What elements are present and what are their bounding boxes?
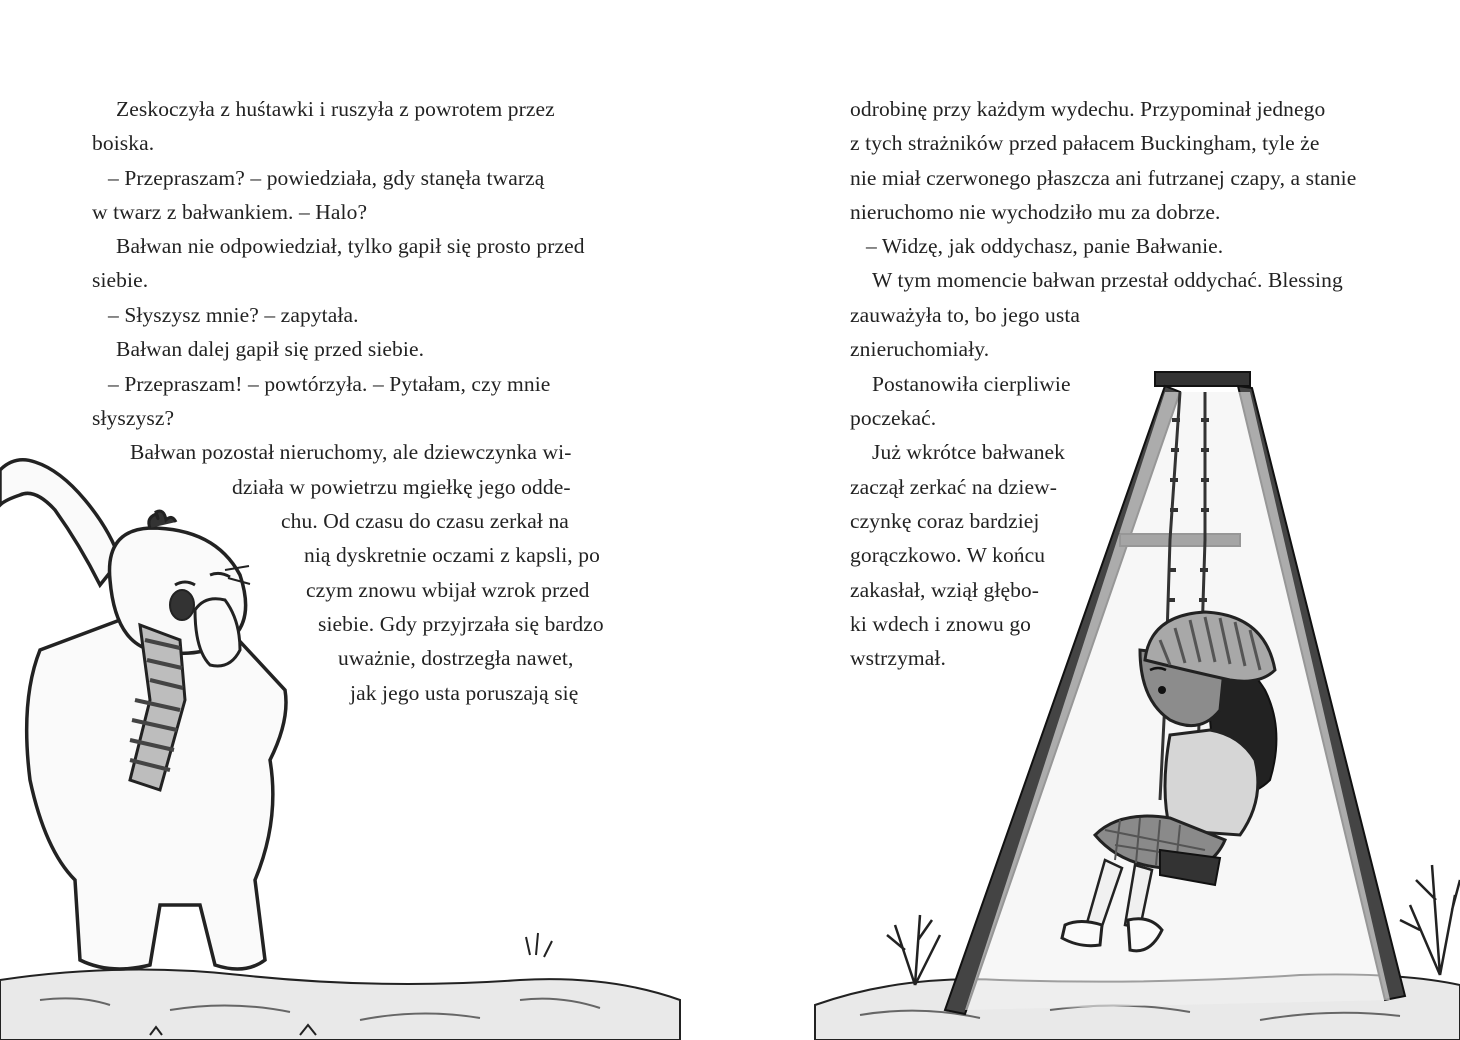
text-line: słyszysz? xyxy=(92,406,175,430)
text-line: znieruchomiały. xyxy=(850,337,990,361)
text-line: nie miał czerwonego płaszcza ani futrzanej czapy, a stanie xyxy=(850,166,1357,190)
snowman-illustration xyxy=(0,460,286,969)
text-line: ki wdech i znowu go xyxy=(850,612,1032,636)
text-line: Już wkrótce bałwanek xyxy=(872,440,1066,464)
text-line: czym znowu wbijał wzrok przed xyxy=(306,578,590,602)
text-line: – Słyszysz mnie? – zapytała. xyxy=(108,303,359,327)
text-line: odrobinę przy każdym wydechu. Przypominał jednego xyxy=(850,97,1326,121)
text-line: Zeskoczyła z huśtawki i ruszyła z powrotem przez xyxy=(116,97,555,121)
text-line: boiska. xyxy=(92,131,155,155)
text-line: działa w powietrzu mgiełkę jego odde- xyxy=(232,475,571,499)
text-line: nią dyskretnie oczami z kapsli, po xyxy=(304,543,600,567)
text-line: wstrzymał. xyxy=(850,646,946,670)
text-line: Bałwan nie odpowiedział, tylko gapił się prosto przed xyxy=(116,234,585,258)
text-line: Bałwan dalej gapił się przed siebie. xyxy=(116,337,425,361)
text-line: poczekać. xyxy=(850,406,937,430)
text-line: zaczął zerkać na dziew- xyxy=(850,475,1057,499)
text-line: z tych strażników przed pałacem Buckingham, tyle że xyxy=(850,131,1320,155)
text-line: gorączkowo. W końcu xyxy=(850,543,1046,567)
text-line: siebie. xyxy=(92,268,149,292)
text-line: Bałwan pozostał nieruchomy, ale dziewczynka wi- xyxy=(130,440,572,464)
text-line: zauważyła to, bo jego usta xyxy=(850,303,1081,327)
text-line: siebie. Gdy przyjrzała się bardzo xyxy=(318,612,604,636)
text-line: – Przepraszam? – powiedziała, gdy stanęła twarzą xyxy=(108,166,545,190)
text-line: – Przepraszam! – powtórzyła. – Pytałam, czy mnie xyxy=(108,372,551,396)
text-line: w twarz z bałwankiem. – Halo? xyxy=(92,200,368,224)
text-line: uważnie, dostrzegła nawet, xyxy=(338,646,574,670)
text-line: chu. Od czasu do czasu zerkał na xyxy=(281,509,569,533)
text-line: – Widzę, jak oddychasz, panie Bałwanie. xyxy=(866,234,1224,258)
text-line: Postanowiła cierpliwie xyxy=(872,372,1071,396)
text-line: zakasłał, wziął głębo- xyxy=(850,578,1040,602)
text-line: nieruchomo nie wychodziło mu za dobrze. xyxy=(850,200,1221,224)
text-line: czynkę coraz bardziej xyxy=(850,509,1040,533)
text-line: W tym momencie bałwan przestał oddychać. Blessing xyxy=(872,268,1343,292)
text-line: jak jego usta poruszają się xyxy=(350,681,579,705)
